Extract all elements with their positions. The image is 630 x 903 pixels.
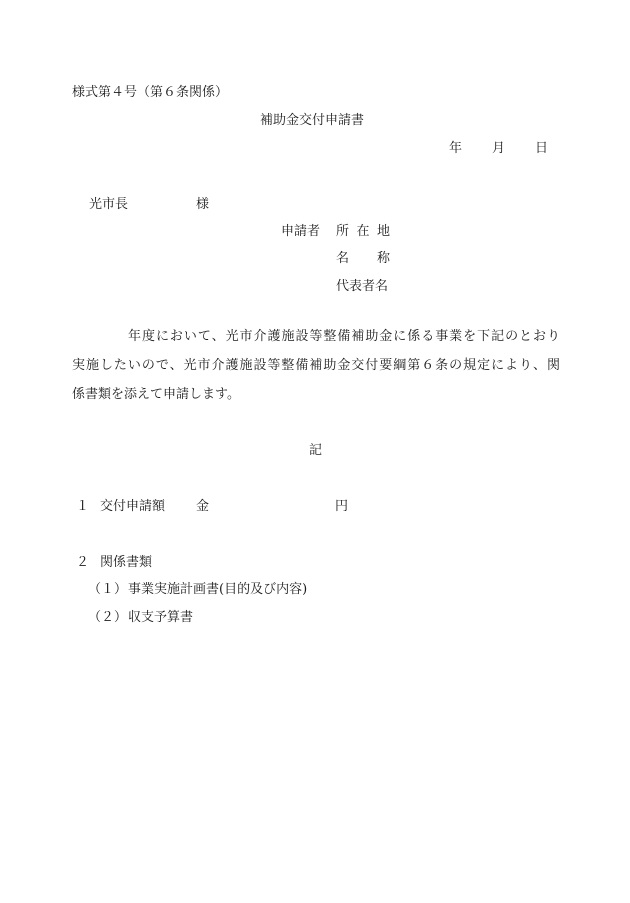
sub-item-1-label: 事業実施計画書(目的及び内容) [128,582,308,597]
date-year-label: 年 [449,141,463,156]
applicant-address-label: 所在地 [336,224,390,239]
addressee-name: 光市長 [89,197,129,212]
form-number: 様式第４号（第６条関係） [72,85,229,100]
date-day-label: 日 [535,141,549,156]
body-line-1: 年度において、光市介護施設等整備補助金に係る事業を下記のとおり [128,329,560,344]
applicant-name-label: 名称 [336,251,390,266]
applicant-representative-label: 代表者名 [336,279,389,294]
item-1-label: 交付申請額 [100,499,166,514]
body-line-2: 実施したいので、光市介護施設等整備補助金交付要綱第６条の規定により、関 [72,358,560,373]
body-line-3: 係書類を添えて申請します。 [72,387,240,402]
sub-item-2-number: （２） [88,610,128,625]
applicant-label: 申請者 [281,224,321,239]
addressee-honorific: 様 [196,197,210,212]
sub-item-2-label: 収支予算書 [128,610,194,625]
amount-unit: 円 [335,499,349,514]
document-title: 補助金交付申請書 [260,113,365,128]
amount-prefix: 金 [196,499,210,514]
item-1-number: １ [76,499,90,514]
item-2-label: 関係書類 [100,555,153,570]
item-2-number: ２ [76,555,90,570]
ki-heading: 記 [309,443,323,458]
sub-item-1-number: （１） [88,582,128,597]
date-month-label: 月 [492,141,506,156]
body-paragraph [72,322,560,409]
